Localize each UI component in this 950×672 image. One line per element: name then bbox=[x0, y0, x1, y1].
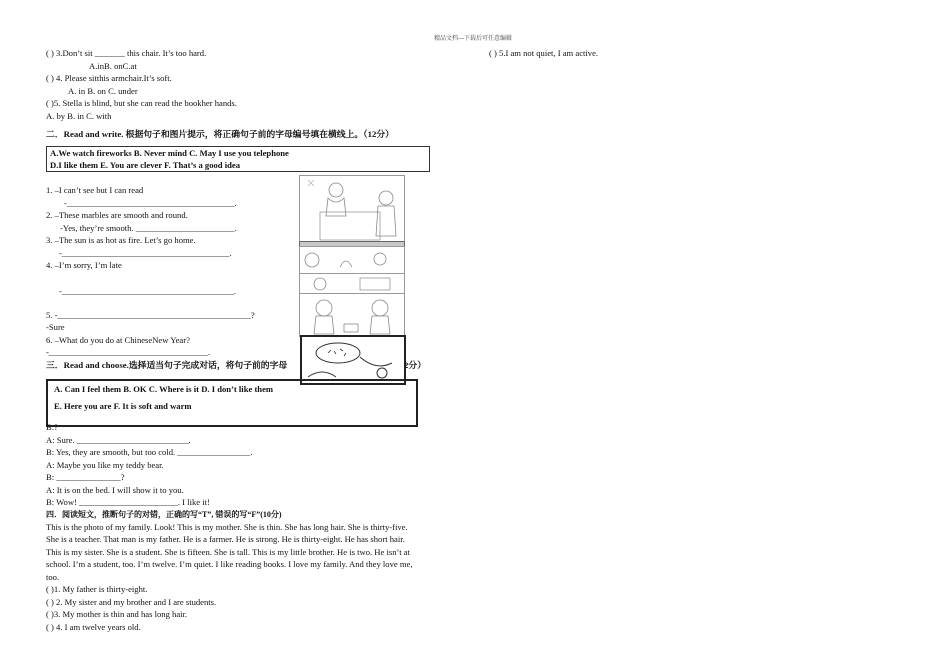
passage-line: This is the photo of my family. Look! This is my mother. She is thin. She has long hair. She is thirty-five. bbox=[46, 522, 408, 532]
s2-line: 2. –These marbles are smooth and round. bbox=[46, 210, 188, 220]
picture-sun bbox=[299, 246, 405, 275]
section-3-options-row-1: A. Can I feel them B. OK C. Where is it D. I don’t like them bbox=[54, 384, 274, 394]
s2-line: 5. -_____________________________________________? bbox=[46, 310, 255, 320]
picture-fireworks bbox=[300, 335, 406, 385]
passage-line: She is a teacher. That man is my father. He is a farmer. He is strong. He is thirty-eight. He has short hair. bbox=[46, 534, 405, 544]
s2-line: -_______________________________________. bbox=[59, 248, 232, 258]
tf-question: ( ) 2. My sister and my brother and I are students. bbox=[46, 597, 217, 607]
page-header: 精品文档---下载后可任意编辑 bbox=[434, 36, 512, 42]
s2-line: -_______________________________________. bbox=[64, 198, 237, 208]
tf-question: ( ) 4. I am twelve years old. bbox=[46, 622, 141, 632]
s2-line: -_____________________________________. bbox=[46, 347, 210, 357]
question-4-options: A. in B. on C. under bbox=[68, 86, 138, 96]
question-3: ( ) 3.Don’t sit _______ this chair. It’s too hard. bbox=[46, 48, 207, 58]
s3-line: B: Wow! _______________________. I like it! bbox=[46, 497, 210, 507]
s3-line: A: Maybe you like my teddy bear. bbox=[46, 460, 164, 470]
question-3-options: A.inB. onC.at bbox=[89, 61, 137, 71]
picture-telephone bbox=[299, 293, 405, 337]
section-2-options-row-2: D.I like them E. You are clever F. That’s a good idea bbox=[50, 160, 241, 170]
s2-line: -Sure bbox=[46, 322, 65, 332]
tf-question: ( )3. My mother is thin and has long hair. bbox=[46, 609, 188, 619]
passage-line: This is my sister. She is a student. She is fifteen. She is tall. This is my little brother. He is two. He isn’t at bbox=[46, 547, 410, 557]
question-5-options: A. by B. in C. with bbox=[46, 111, 112, 121]
section-3-title: 三．Read and choose.选择适当句子完成对话，将句子前的字母 bbox=[46, 360, 288, 370]
s3-line: B:? bbox=[46, 422, 58, 432]
section-2-title: 二．Read and write. 根据句子和图片提示，将正确句子前的字母编号填在横线上。（12分） bbox=[46, 129, 394, 139]
picture-reading bbox=[299, 175, 405, 245]
tf-question: ( )1. My father is thirty-eight. bbox=[46, 584, 148, 594]
question-5: ( ) 5.I am not quiet, I am active. bbox=[489, 48, 599, 58]
s2-line: -________________________________________. bbox=[59, 286, 236, 296]
passage-line: school. I’m a student, too. I’m twelve. I’m quiet. I like reading books. I love my family. And they love me, bbox=[46, 559, 413, 569]
s3-line: A: Sure. __________________________. bbox=[46, 435, 191, 445]
picture-late bbox=[299, 273, 405, 295]
section-2-options-row-1: A.We watch fireworks B. Never mind C. May I use you telephone bbox=[50, 148, 289, 158]
s2-line: -Yes, they’re smooth. _______________________. bbox=[60, 223, 237, 233]
question-4: ( ) 4. Please sitthis armchair.It’s soft. bbox=[46, 73, 172, 83]
s3-line: A: It is on the bed. I will show it to you. bbox=[46, 485, 184, 495]
section-3-title-tail: 2分） bbox=[404, 360, 426, 370]
s3-line: B: Yes, they are smooth, but too cold. _________________. bbox=[46, 447, 253, 457]
section-4-title: 四．阅读短文，推断句子的对错，正确的写“T”, 错误的写“F”(10分) bbox=[46, 510, 282, 519]
s2-line: 1. –I can’t see but I can read bbox=[46, 185, 144, 195]
s2-line: 6. –What do you do at ChineseNew Year? bbox=[46, 335, 190, 345]
s3-line: B: _______________? bbox=[46, 472, 125, 482]
question-5-blind: ( )5. Stella is blind, but she can read the bookher hands. bbox=[46, 98, 237, 108]
s2-line: 4. –I’m sorry, I’m late bbox=[46, 260, 122, 270]
passage-line: too. bbox=[46, 572, 60, 582]
s2-line: 3. –The sun is as hot as fire. Let’s go home. bbox=[46, 235, 196, 245]
section-3-options-row-2: E. Here you are F. It is soft and warm bbox=[54, 401, 192, 411]
